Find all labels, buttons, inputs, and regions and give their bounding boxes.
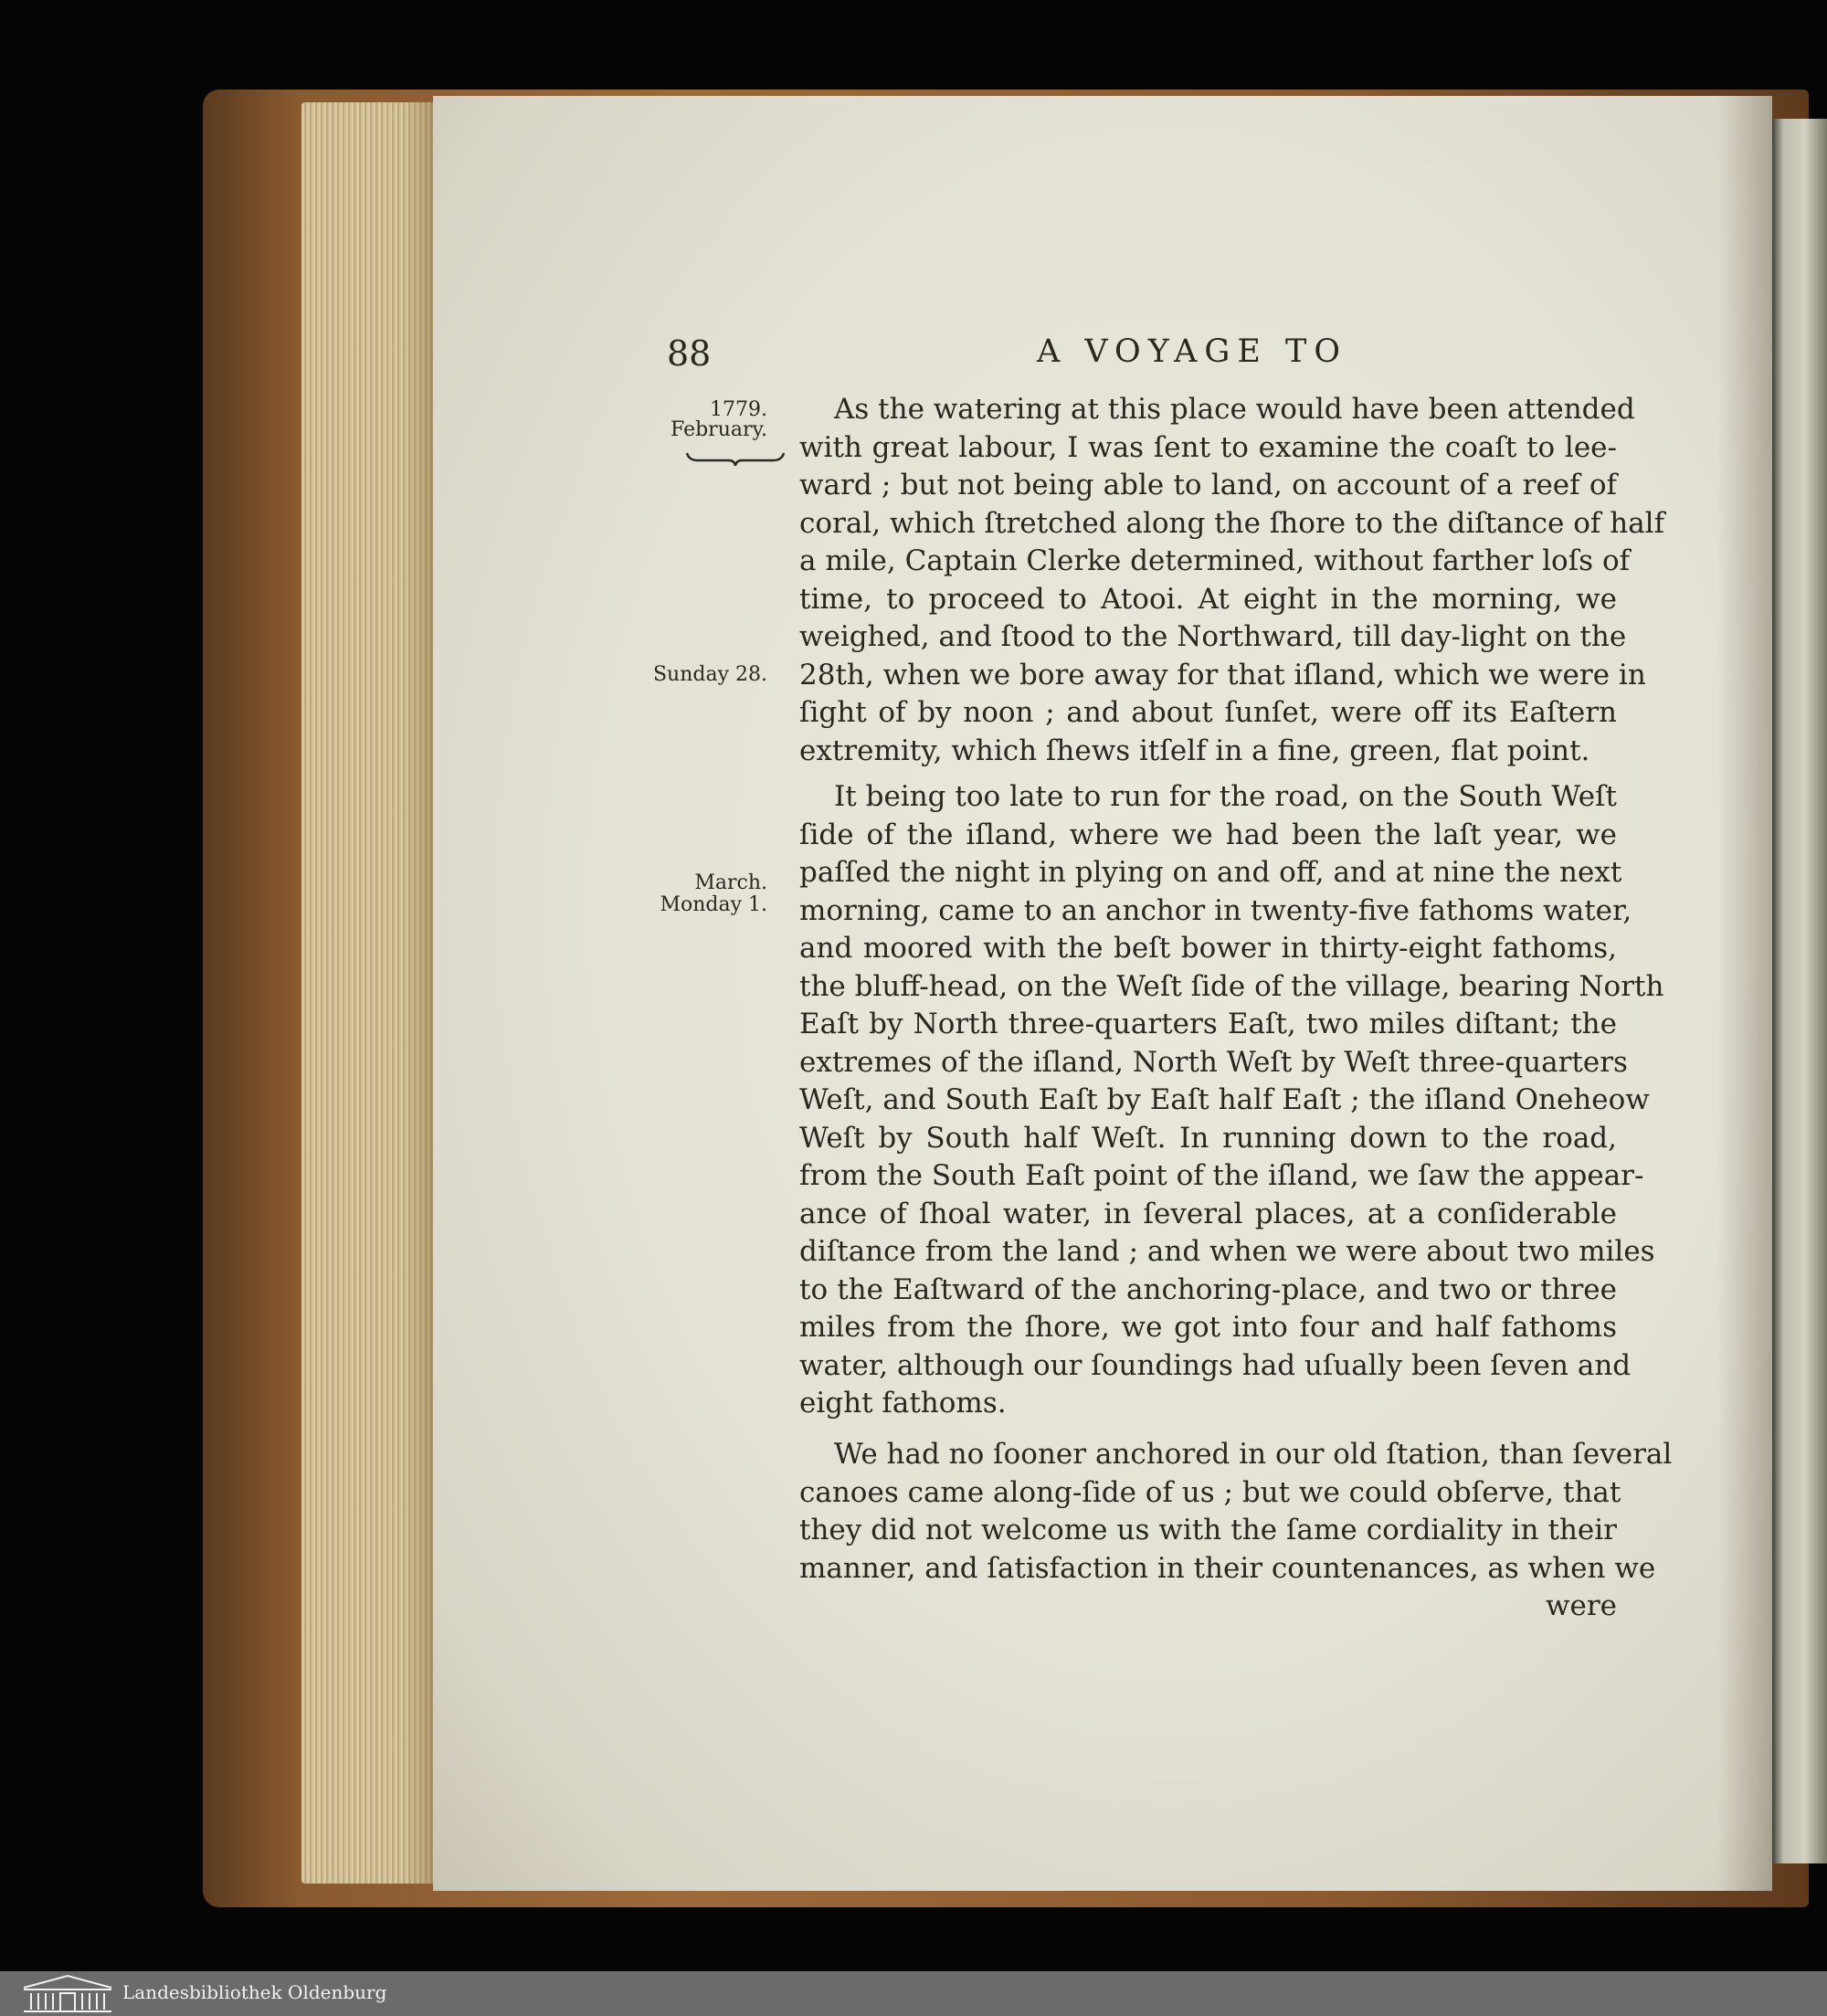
text-line: and moored with the beſt bower in thirty-eight fathoms, [799, 932, 1617, 965]
page-gutter-shade [1717, 96, 1772, 1891]
text-line: with great labour, I was ſent to examine the coaſt to lee- [799, 430, 1617, 464]
text-line: We had no ſooner anchored in our old ſtation, than ſeveral [834, 1438, 1673, 1471]
text-line: diſtance from the land ; and when we were about two miles [799, 1235, 1655, 1268]
text-line: ſight of by noon ; and about ſunſet, were off its Eaſtern [799, 696, 1617, 729]
text-line: a mile, Captain Clerke determined, without farther loſs of [799, 544, 1631, 577]
text-line: It being too late to run for the road, on the South Weſt [834, 780, 1617, 813]
text-line: As the watering at this place would have been attended [834, 393, 1635, 426]
text-line: water, although our ſoundings had uſually been ſeven and [799, 1348, 1632, 1382]
text-line: Weſt, and South Eaſt by Eaſt half Eaſt ; the iſland Oneheow [799, 1083, 1650, 1116]
library-name: Landesbibliothek Oldenburg [122, 1981, 387, 2003]
margin-note-monday: Monday 1. [660, 893, 767, 916]
text-line: ſide of the iſland, where we had been the laſt year, we [799, 818, 1617, 851]
text-line: from the South Eaſt point of the iſland, we ſaw the appear- [799, 1159, 1644, 1192]
text-line: they did not welcome us with the ſame cordiality in their [799, 1514, 1617, 1546]
text-line: 28th, when we bore away for that iſland, which we were in [799, 658, 1646, 691]
margin-note-month: February. [671, 418, 767, 441]
text-line: ance of ſhoal water, in ſeveral places, at a conſiderable [799, 1197, 1617, 1230]
text-line: miles from the ſhore, we got into four and half fathoms [799, 1311, 1617, 1344]
margin-note-march: March. [694, 871, 767, 894]
text-line: time, to proceed to Atooi. At eight in the morning, we [799, 582, 1617, 616]
text-line: ward ; but not being able to land, on account of a reef of [799, 469, 1617, 501]
text-line: Eaſt by North three-quarters Eaſt, two miles diſtant; the [799, 1008, 1617, 1040]
text-line: extremity, which ſhews itſelf in a fine, green, flat point. [799, 734, 1590, 767]
catchword: were [1545, 1589, 1617, 1622]
text-line: coral, which ſtretched along the ſhore to the diſtance of half [799, 506, 1665, 540]
margin-bracket [685, 448, 786, 466]
text-line: paſſed the night in plying on and off, and at nine the next [799, 856, 1622, 889]
text-line: canoes came along-ſide of us ; but we could obſerve, that [799, 1475, 1621, 1509]
text-line: manner, and ſatisfaction in their countenances, as when we [799, 1551, 1656, 1585]
margin-note-year: 1779. [710, 398, 767, 421]
text-line: the bluff-head, on the Weſt ſide of the village, bearing North [799, 969, 1664, 1003]
paragraph-1 [799, 391, 1665, 770]
right-page-edge [1772, 119, 1827, 1863]
text-line: weighed, and ſtood to the Northward, till day-light on the [799, 620, 1627, 653]
text-line: eight fathoms. [799, 1387, 1007, 1420]
library-building-icon [20, 1973, 115, 2014]
text-line: to the Eaſtward of the anchoring-place, and two or three [799, 1272, 1617, 1306]
paragraph-3 [799, 1436, 1673, 1626]
text-line: morning, came to an anchor in twenty-five fathoms water, [799, 893, 1632, 927]
page-number: 88 [667, 333, 712, 374]
paragraph-2 [799, 778, 1664, 1423]
margin-note-sunday: Sunday 28. [652, 663, 767, 686]
text-line: extremes of the iſland, North Weſt by Weſt three-quarters [799, 1045, 1628, 1079]
running-title: A VOYAGE TO [1037, 333, 1348, 370]
text-line: Weſt by South half Weſt. In running down to the road, [799, 1121, 1617, 1155]
